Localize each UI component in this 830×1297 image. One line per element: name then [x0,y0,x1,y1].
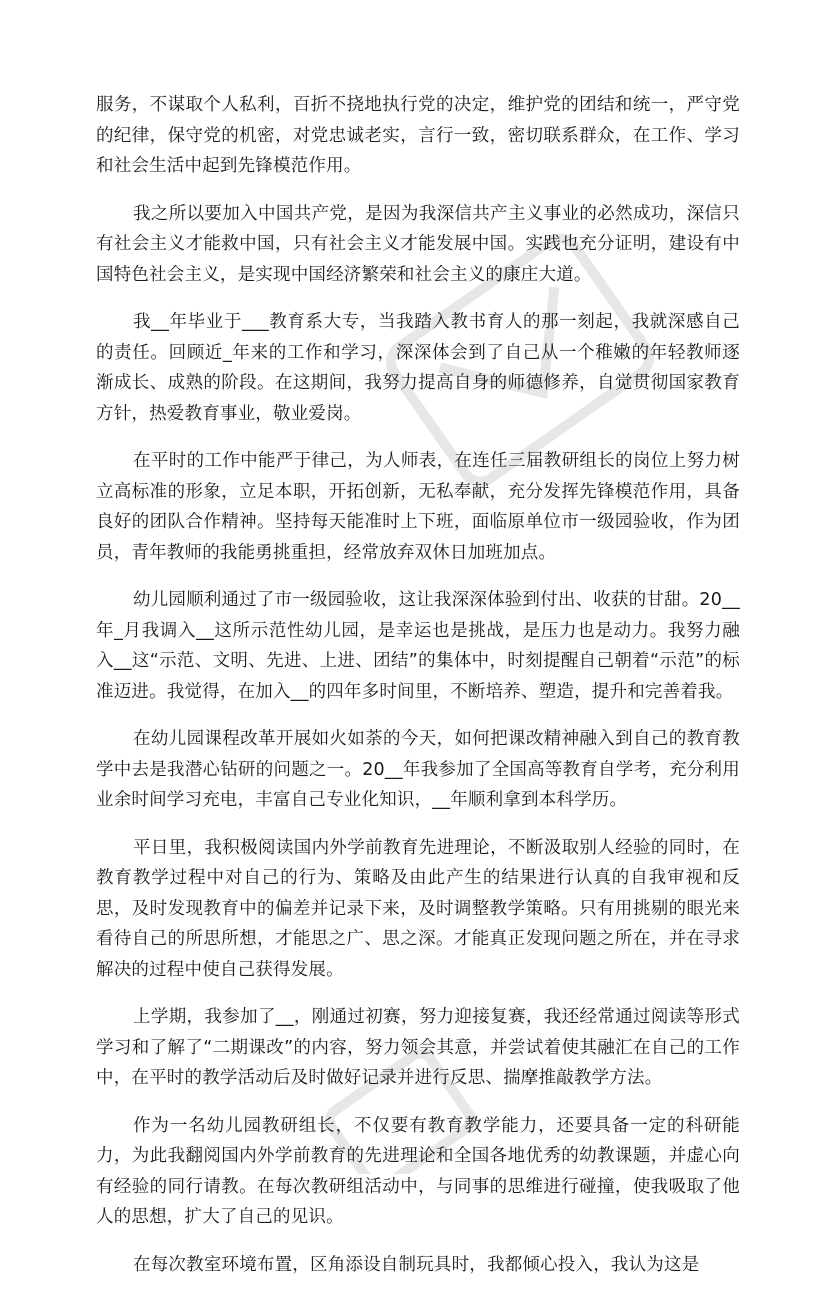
paragraph-2: 我之所以要加入中国共产党，是因为我深信共产主义事业的必然成功，深信只有社会主义才能救中国，只有社会主义才能发展中国。实践也充分证明，建设有中国特色社会主义，是实现中国经济繁荣和社会主义的康庄大道。 [96,203,740,285]
paragraph-9: 作为一名幼儿园教研组长，不仅要有教育教学能力，还要具备一定的科研能力，为此我翻阅国内外学前教育的先进理论和全国各地优秀的幼教课题，并虚心向有经验的同行请教。在每次教研组活动中，与同事的思维进行碰撞，使我吸取了他人的思想，扩大了自己的见识。 [96,1115,740,1227]
paragraph-3: 我__年毕业于___教育系大专，当我踏入教书育人的那一刻起，我就深感自己的责任。回顾近_年来的工作和学习，深深体会到了自己从一个稚嫩的年轻教师逐渐成长、成熟的阶段。在这期间，我努力提高自身的师德修养，自觉贯彻国家教育方针，热爱教育事业，敬业爱岗。 [96,312,740,424]
paragraph-4: 在平时的工作中能严于律己，为人师表，在连任三届教研组长的岗位上努力树立高标准的形象，立足本职，开拓创新，无私奉献，充分发挥先锋模范作用，具备良好的团队合作精神。坚持每天能准时上下班，面临原单位市一级园验收，作为团员，青年教师的我能勇挑重担，经常放弃双休日加班加点。 [96,451,740,563]
document-body [96,90,740,1297]
paragraph-5: 幼儿园顺利通过了市一级园验收，这让我深深体验到付出、收获的甘甜。20__年_月我调入__这所示范性幼儿园，是幸运也是挑战，是压力也是动力。我努力融入__这“示范、文明、先进、上进、团结”的集体中，时刻提醒自己朝着“示范”的标准迈进。我觉得，在加入__的四年多时间里，不断培养、塑造，提升和完善着我。 [96,590,740,702]
paragraph-7: 平日里，我积极阅读国内外学前教育先进理论，不断汲取别人经验的同时，在教育教学过程中对自己的行为、策略及由此产生的结果进行认真的自我审视和反思，及时发现教育中的偏差并记录下来，及时调整教学策略。只有用挑剔的眼光来看待自己的所思所想，才能思之广、思之深。才能真正发现问题之所在，并在寻求解决的过程中使自己获得发展。 [96,837,740,980]
paragraph-1: 服务，不谋取个人私利，百折不挠地执行党的决定，维护党的团结和统一，严守党的纪律，保守党的机密，对党忠诚老实，言行一致，密切联系群众，在工作、学习和社会生活中起到先锋模范作用。 [96,95,740,176]
paragraph-8: 上学期，我参加了__，刚通过初赛，努力迎接复赛，我还经常通过阅读等形式学习和了解了“二期课改”的内容，努力领会其意，并尝试着使其融汇在自己的工作中，在平时的教学活动后及时做好记录并进行反思、揣摩推敲教学方法。 [96,1007,740,1088]
paragraph-6: 在幼儿园课程改革开展如火如荼的今天，如何把课改精神融入到自己的教育教学中去是我潜心钻研的问题之一。20__年我参加了全国高等教育自学考，充分利用业余时间学习充电，丰富自己专业化知识，__年顺利拿到本科学历。 [96,729,740,810]
paragraph-10: 在每次教室环境布置，区角添设自制玩具时，我都倾心投入，我认为这是 [133,1254,700,1275]
